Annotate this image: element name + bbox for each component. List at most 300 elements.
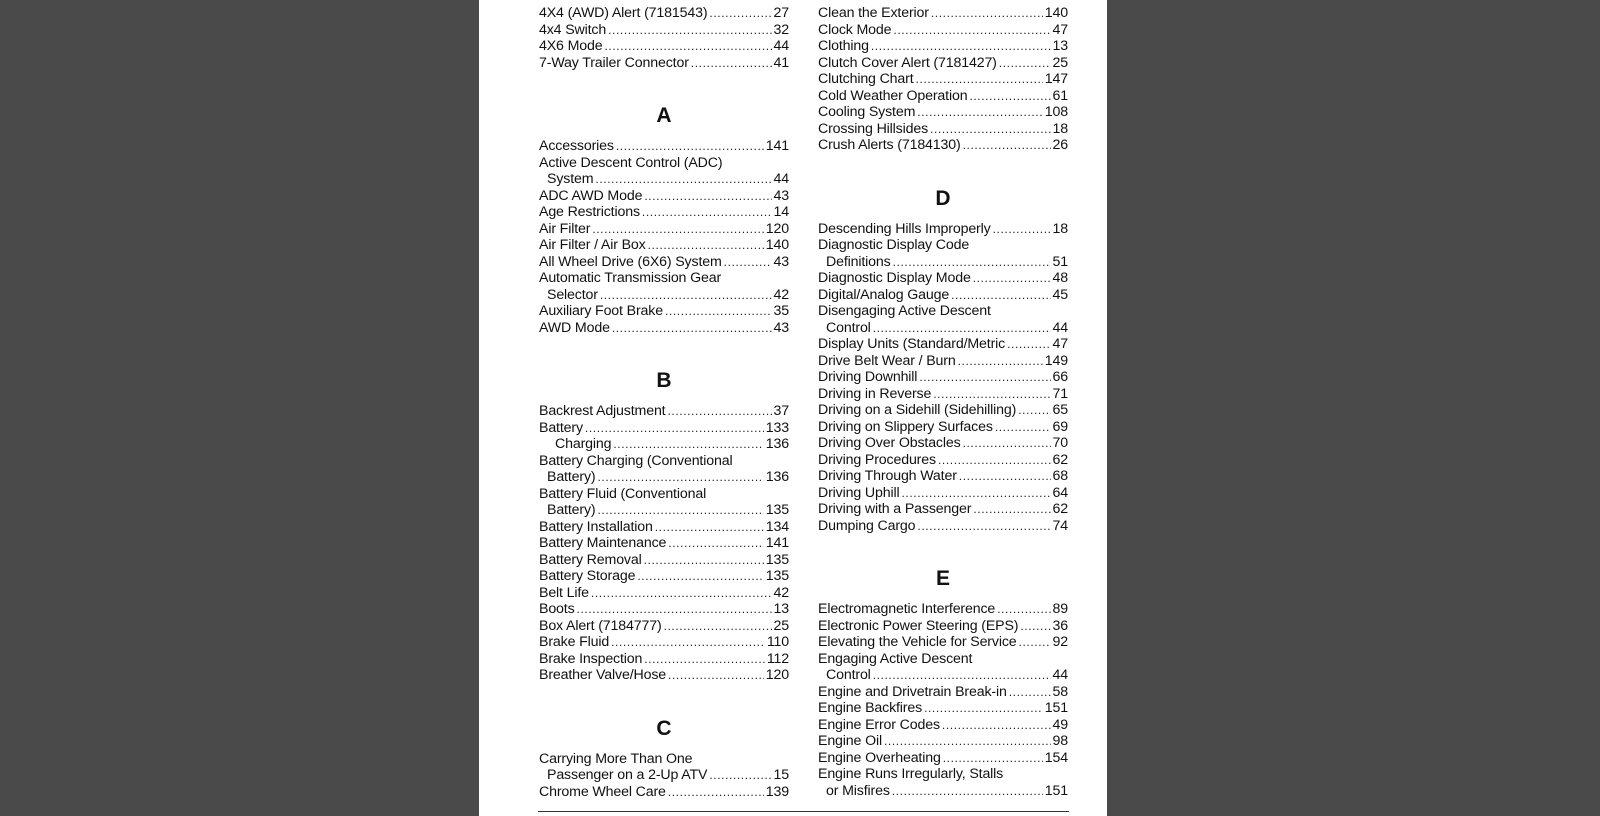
index-entry-label: Air Filter [539, 220, 591, 237]
dot-leader [993, 221, 1051, 238]
index-entry-label: Engaging Active Descent [818, 650, 973, 667]
index-entry [539, 55, 789, 72]
index-entry-label: Diagnostic Display Code [818, 237, 970, 253]
index-entry-page: 15 [773, 767, 789, 783]
index-entry-label: Dumping Cargo [818, 517, 916, 534]
index-entry-page: 141 [765, 138, 789, 154]
index-column-left [539, 0, 789, 800]
index-entry-label: 4x4 Switch [539, 21, 607, 38]
index-entry-label: Clothing [818, 38, 869, 54]
index-entry-label: Brake Fluid [539, 634, 610, 650]
index-entry-page: 25 [1052, 54, 1068, 71]
index-entry [539, 5, 789, 22]
index-entry [818, 634, 1068, 651]
index-entry-page: 62 [1052, 501, 1068, 517]
index-entry [818, 88, 1068, 105]
dot-leader [1019, 634, 1051, 651]
index-entry [539, 651, 789, 668]
dot-leader [597, 502, 763, 519]
index-entry-label: 7-Way Trailer Connector [539, 54, 689, 71]
index-entry-page: 135 [765, 568, 789, 584]
index-entry [539, 221, 789, 238]
index-entry-page: 140 [1044, 5, 1068, 21]
index-entry-page: 70 [1052, 435, 1068, 451]
dot-leader [938, 452, 1051, 469]
index-entry [539, 138, 789, 155]
index-entry [818, 121, 1068, 138]
index-entry-label: ADC AWD Mode [539, 187, 643, 204]
index-entry [818, 618, 1068, 635]
index-entry [818, 237, 1068, 254]
dot-leader [873, 667, 1051, 684]
index-entry-label: Clock Mode [818, 21, 892, 38]
dot-leader [973, 270, 1051, 287]
dot-leader [963, 137, 1051, 154]
dot-leader [709, 767, 771, 784]
dot-leader [668, 535, 763, 552]
index-entry [818, 320, 1068, 337]
index-entry [539, 254, 789, 271]
index-entry-label: Chrome Wheel Care [539, 783, 666, 800]
dot-leader [709, 5, 771, 22]
index-entry-page: 62 [1052, 451, 1068, 468]
index-entry-label: Backrest Adjustment [539, 403, 666, 419]
index-entry-label: Engine and Drivetrain Break-in [818, 683, 1007, 700]
document-page [479, 0, 1107, 816]
dot-leader [668, 667, 764, 684]
dot-leader [901, 485, 1050, 502]
index-entry [818, 71, 1068, 88]
index-entry-page: 42 [773, 584, 789, 601]
dot-leader [637, 568, 763, 585]
index-entry-page: 151 [1044, 782, 1068, 799]
index-entry-page: 43 [773, 253, 789, 270]
index-entry-label: or Misfires [826, 782, 890, 799]
index-entry-page: 108 [1044, 104, 1068, 120]
index-entry [539, 436, 789, 453]
index-entry-label: Elevating the Vehicle for Service [818, 634, 1017, 650]
index-entry [818, 287, 1068, 304]
index-entry [539, 751, 789, 768]
dot-leader [969, 88, 1050, 105]
index-entry [818, 750, 1068, 767]
index-entry-label: Clutch Cover Alert (7181427) [818, 54, 997, 71]
index-entry-label: Box Alert (7184777) [539, 617, 662, 634]
index-entry-label: All Wheel Drive (6X6) System [539, 253, 722, 270]
index-entry-label: Driving with a Passenger [818, 501, 972, 517]
index-entry-label: Electromagnetic Interference [818, 601, 996, 617]
index-entry [539, 618, 789, 635]
index-entry-page: 139 [765, 783, 789, 800]
index-entry-page: 68 [1052, 468, 1068, 484]
index-entry-page: 65 [1052, 402, 1068, 418]
dot-leader [951, 287, 1050, 304]
index-entry-label: Control [826, 319, 871, 336]
index-group [539, 5, 789, 71]
index-entry-page: 42 [773, 286, 789, 303]
index-entry [818, 766, 1068, 783]
index-entry-page: 41 [773, 54, 789, 71]
index-entry [818, 419, 1068, 436]
index-entry [818, 667, 1068, 684]
index-entry-label: Driving in Reverse [818, 385, 932, 402]
index-entry [539, 403, 789, 420]
index-entry [818, 5, 1068, 22]
index-entry-page: 44 [1052, 667, 1068, 683]
index-entry-label: Engine Runs Irregularly, Stalls [818, 766, 1004, 782]
index-entry [539, 502, 789, 519]
index-entry [539, 552, 789, 569]
index-entry-label: Battery) [547, 502, 596, 518]
index-entry-label: Engine Error Codes [818, 716, 940, 733]
index-entry [539, 320, 789, 337]
index-entry-label: Driving Over Obstacles [818, 435, 961, 451]
dot-leader [577, 601, 772, 618]
dot-leader [917, 104, 1043, 121]
index-entry [539, 22, 789, 39]
index-entry [539, 171, 789, 188]
index-entry-page: 13 [1052, 38, 1068, 54]
index-entry-page: 37 [773, 403, 789, 419]
index-entry [818, 402, 1068, 419]
index-entry-label: Breather Valve/Hose [539, 667, 667, 683]
index-entry-label: Selector [547, 286, 598, 303]
index-entry [539, 420, 789, 437]
index-entry-page: 14 [773, 204, 789, 220]
index-entry [539, 568, 789, 585]
index-entry-page: 45 [1052, 286, 1068, 303]
section-letter-a: A [656, 104, 672, 127]
index-entry-label: Battery Removal [539, 551, 642, 568]
index-entry-page: 110 [766, 634, 789, 650]
dot-leader [612, 320, 772, 337]
index-entry-label: Diagnostic Display Mode [818, 270, 971, 286]
index-entry-label: Engine Backfires [818, 700, 923, 716]
index-entry-label: Passenger on a 2-Up ATV [547, 767, 708, 783]
index-entry-label: Clutching Chart [818, 71, 914, 87]
index-entry-label: Crossing Hillsides [818, 120, 929, 137]
index-entry-label: Engine Oil [818, 733, 882, 749]
index-entry [539, 270, 789, 287]
index-entry-label: Cooling System [818, 104, 916, 120]
index-entry-page: 140 [765, 237, 789, 253]
index-entry [818, 700, 1068, 717]
index-entry [539, 634, 789, 651]
index-entry [818, 501, 1068, 518]
index-entry [818, 369, 1068, 386]
dot-leader [1007, 336, 1050, 353]
index-entry [818, 353, 1068, 370]
index-entry-page: 66 [1052, 369, 1068, 385]
index-entry-page: 69 [1052, 418, 1068, 435]
dot-leader [995, 419, 1051, 436]
index-entry [818, 485, 1068, 502]
index-entry-label: Clean the Exterior [818, 5, 929, 21]
dot-leader [604, 38, 771, 55]
index-entry [818, 22, 1068, 39]
dot-leader [916, 71, 1043, 88]
index-entry-label: Driving Procedures [818, 451, 936, 468]
dot-leader [893, 22, 1050, 39]
index-entry-page: 32 [773, 21, 789, 38]
index-entry-label: Driving on a Sidehill (Sidehilling) [818, 402, 1017, 418]
index-entry-label: Control [826, 667, 871, 683]
index-entry [539, 784, 789, 801]
index-entry-page: 26 [1052, 137, 1068, 153]
dot-leader [973, 501, 1050, 518]
index-entry-label: Definitions [826, 253, 891, 270]
index-entry [539, 486, 789, 503]
index-entry-page: 25 [773, 617, 789, 634]
index-entry-label: Boots [539, 601, 575, 617]
index-entry-label: Driving Uphill [818, 484, 900, 501]
dot-leader [644, 188, 771, 205]
index-entry-label: Digital/Analog Gauge [818, 286, 950, 303]
index-entry-label: Drive Belt Wear / Burn [818, 352, 956, 369]
index-entry-label: Descending Hills Improperly [818, 220, 991, 237]
index-entry [539, 767, 789, 784]
index-entry-label: Display Units (Standard/Metric [818, 336, 1006, 352]
index-group [818, 221, 1068, 535]
index-entry-label: Battery) [547, 469, 596, 485]
dot-leader [931, 5, 1043, 22]
index-entry-label: Driving Through Water [818, 468, 957, 484]
index-entry-page: 133 [765, 419, 789, 436]
dot-leader [591, 585, 772, 602]
index-entry-label: 4X4 (AWD) Alert (7181543) [539, 5, 708, 21]
index-entry-label: Crush Alerts (7184130) [818, 137, 961, 153]
dot-leader [893, 254, 1051, 271]
dot-leader [1020, 618, 1050, 635]
index-entry [818, 104, 1068, 121]
index-entry [818, 783, 1068, 800]
index-entry [818, 137, 1068, 154]
dot-leader [871, 38, 1051, 55]
index-entry-page: 18 [1052, 220, 1068, 237]
index-entry [818, 336, 1068, 353]
index-entry-page: 120 [765, 220, 789, 237]
dot-leader [942, 717, 1051, 734]
index-entry-page: 27 [773, 5, 789, 21]
index-group [539, 138, 789, 336]
index-entry-label: Active Descent Control (ADC) [539, 154, 723, 171]
index-entry-page: 112 [766, 650, 789, 667]
index-entry-label: Battery Maintenance [539, 535, 667, 551]
index-entry [539, 303, 789, 320]
index-entry-page: 147 [1044, 71, 1068, 87]
dot-leader [724, 254, 772, 271]
index-entry-page: 48 [1052, 270, 1068, 286]
index-entry [539, 469, 789, 486]
index-entry-page: 44 [773, 171, 789, 187]
index-entry [818, 386, 1068, 403]
index-entry-page: 36 [1052, 617, 1068, 634]
index-entry [539, 667, 789, 684]
index-group [539, 751, 789, 801]
index-entry [818, 435, 1068, 452]
dot-leader [642, 204, 772, 221]
page-footer-rule [538, 811, 1069, 812]
index-column-right [818, 0, 1068, 799]
index-entry-page: 64 [1052, 484, 1068, 501]
index-entry-label: Age Restrictions [539, 204, 640, 220]
dot-leader [959, 468, 1051, 485]
dot-leader [664, 618, 772, 635]
dot-leader [1018, 402, 1050, 419]
dot-leader [644, 651, 765, 668]
dot-leader [958, 353, 1043, 370]
index-entry-page: 49 [1052, 716, 1068, 733]
index-entry [539, 535, 789, 552]
dot-leader [892, 783, 1043, 800]
dot-leader [644, 552, 764, 569]
index-entry-page: 135 [765, 551, 789, 568]
index-entry [539, 155, 789, 172]
index-entry [539, 188, 789, 205]
dot-leader [884, 733, 1051, 750]
section-letter-c: C [656, 716, 672, 740]
index-entry-page: 134 [765, 518, 789, 535]
dot-leader [963, 435, 1051, 452]
index-entry [818, 733, 1068, 750]
dot-leader [648, 237, 764, 254]
index-entry [818, 684, 1068, 701]
index-entry-page: 149 [1044, 352, 1068, 369]
dot-leader [655, 519, 764, 536]
index-entry [818, 55, 1068, 72]
dot-leader [600, 287, 772, 304]
dot-leader [919, 369, 1050, 386]
dot-leader [597, 469, 763, 486]
index-entry-page: 51 [1052, 253, 1068, 270]
index-entry [818, 270, 1068, 287]
index-entry [818, 468, 1068, 485]
index-entry-label: Belt Life [539, 584, 589, 601]
index-entry-label: Cold Weather Operation [818, 87, 968, 104]
index-entry-label: Driving Downhill [818, 369, 918, 385]
index-entry [818, 518, 1068, 535]
index-entry-page: 74 [1052, 517, 1068, 534]
index-entry-label: Air Filter / Air Box [539, 237, 646, 253]
index-entry-label: Accessories [539, 138, 614, 154]
index-entry-label: AWD Mode [539, 319, 610, 336]
index-entry-page: 47 [1052, 21, 1068, 38]
index-entry-page: 35 [773, 303, 789, 319]
index-group [818, 601, 1068, 799]
index-entry-label: Battery Installation [539, 518, 653, 535]
index-entry [818, 452, 1068, 469]
index-entry [818, 601, 1068, 618]
index-entry-page: 151 [1044, 700, 1068, 716]
index-group [818, 5, 1068, 154]
section-letter-d: D [935, 186, 951, 210]
dot-leader [917, 518, 1050, 535]
index-entry-label: 4X6 Mode [539, 38, 603, 54]
index-entry-page: 98 [1052, 733, 1068, 749]
dot-leader [873, 320, 1051, 337]
index-entry-label: Automatic Transmission Gear [539, 270, 722, 286]
index-entry [539, 38, 789, 55]
index-entry-page: 47 [1052, 336, 1068, 352]
dot-leader [924, 700, 1043, 717]
index-entry-page: 92 [1052, 634, 1068, 650]
index-group [539, 403, 789, 684]
index-entry-page: 135 [765, 502, 789, 518]
dot-leader [999, 55, 1051, 72]
dot-leader [1009, 684, 1051, 701]
index-entry-label: Battery [539, 419, 583, 436]
index-entry-label: Disengaging Active Descent [818, 303, 991, 319]
index-entry-page: 18 [1052, 120, 1068, 137]
index-entry-page: 43 [773, 319, 789, 336]
dot-leader [613, 436, 763, 453]
index-entry [818, 303, 1068, 320]
dot-leader [608, 22, 771, 39]
index-entry [539, 453, 789, 470]
dot-leader [997, 601, 1050, 618]
index-entry [818, 38, 1068, 55]
section-letter-e: E [935, 567, 950, 590]
dot-leader [592, 221, 763, 238]
index-entry-page: 136 [765, 436, 789, 452]
dot-leader [933, 386, 1050, 403]
index-entry-label: Battery Fluid (Conventional [539, 485, 707, 502]
dot-leader [611, 634, 765, 651]
dot-leader [616, 138, 764, 155]
index-entry [539, 287, 789, 304]
index-entry-page: 13 [773, 601, 789, 617]
index-entry [539, 519, 789, 536]
index-entry-label: Electronic Power Steering (EPS) [818, 617, 1019, 634]
index-entry [818, 717, 1068, 734]
dot-leader [585, 420, 764, 437]
index-entry-page: 71 [1052, 385, 1068, 402]
dot-leader [691, 55, 772, 72]
index-entry-page: 61 [1052, 87, 1068, 104]
index-entry-page: 136 [765, 469, 789, 485]
index-entry [818, 254, 1068, 271]
index-entry-label: Engine Overheating [818, 749, 941, 766]
index-entry-page: 141 [765, 535, 789, 551]
index-entry [539, 237, 789, 254]
index-entry [818, 221, 1068, 238]
dot-leader [943, 750, 1043, 767]
index-entry-page: 58 [1052, 683, 1068, 700]
index-entry-label: Charging [555, 436, 612, 452]
index-entry-label: Auxiliary Foot Brake [539, 303, 663, 319]
dot-leader [668, 784, 764, 801]
dot-leader [930, 121, 1050, 138]
index-entry [539, 585, 789, 602]
index-entry-label: Battery Storage [539, 568, 636, 584]
index-entry-page: 120 [765, 667, 789, 683]
index-entry-label: Driving on Slippery Surfaces [818, 418, 993, 435]
index-entry [539, 601, 789, 618]
index-entry-page: 44 [1052, 319, 1068, 336]
dot-leader [667, 403, 771, 420]
index-entry-page: 43 [773, 187, 789, 204]
index-entry-label: System [547, 171, 594, 187]
index-entry-label: Carrying More Than One [539, 750, 693, 767]
index-entry-label: Brake Inspection [539, 650, 643, 667]
index-entry-page: 154 [1044, 749, 1068, 766]
dot-leader [595, 171, 771, 188]
section-letter-b: B [656, 369, 672, 392]
index-entry-page: 89 [1052, 601, 1068, 617]
dot-leader [665, 303, 772, 320]
index-entry-page: 44 [773, 38, 789, 54]
index-entry-label: Battery Charging (Conventional [539, 452, 733, 469]
